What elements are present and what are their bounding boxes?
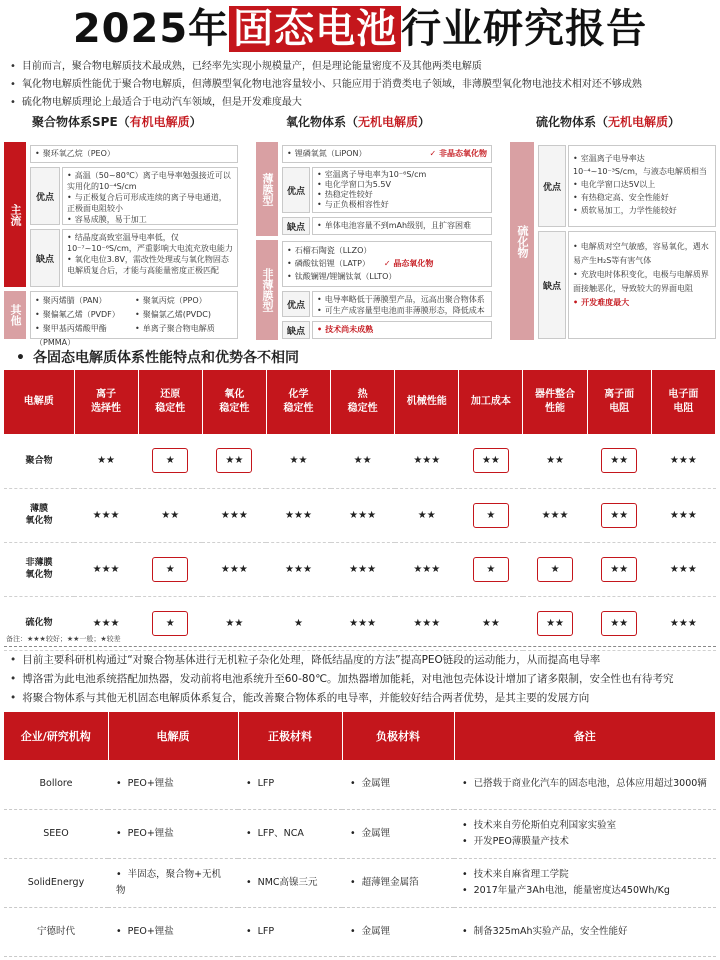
polymer-adv-label: 优点: [30, 167, 60, 225]
firm-cathode: • LFP: [246, 778, 274, 789]
star-rating: ★★★: [349, 563, 377, 575]
perf-cell: [138, 488, 202, 542]
title-highlight: 固态电池: [229, 6, 401, 52]
perf-header: 电解质: [4, 370, 74, 434]
firm-cell-cathode: [238, 907, 342, 956]
polymer-mainstream-side: 主流: [4, 142, 26, 287]
oxide-nonfilm-items: • 石榴石陶瓷（LLZO） • 磷酸钛铝锂（LATP） ✓ 晶态氧化物 • 钛酸镧锂/锂镧钛氧（LLTO）: [282, 241, 492, 287]
perf-cell: [523, 434, 587, 488]
polymer-heading: 聚合物体系SPE（有机电解质）: [32, 115, 202, 129]
oxide-nonfilm-advantages: • 电导率略低于薄膜型产品，远高出聚合物体系 • 可生产成容量型电池而非薄膜形态，降低成本: [312, 291, 492, 317]
star-rating: ★: [537, 557, 573, 582]
star-rating: ★★★: [92, 563, 120, 575]
table-row: [4, 434, 716, 488]
perf-cell: [395, 488, 459, 542]
firm-note: • 技术来自麻省理工学院: [462, 867, 708, 883]
star-rating: ★★★: [285, 563, 312, 575]
table-row: [4, 809, 716, 858]
perf-cell: [651, 434, 715, 488]
star-rating: ★★: [353, 455, 372, 467]
firm-header: 电解质: [108, 712, 238, 760]
perf-cell: [331, 596, 395, 650]
polymer-other-side: 其他: [4, 291, 26, 339]
oxide-nf-adv-label: 优点: [282, 291, 310, 317]
firm-cell-org: [4, 858, 108, 907]
lipon-item: • 锂磷氧氮（LiPON） ✓ 非晶态氧化物: [282, 145, 492, 163]
firm-org: Bollore: [39, 778, 73, 790]
firm-header: 负极材料: [342, 712, 454, 760]
star-rating: ★★★: [669, 509, 697, 521]
firm-cell-org: [4, 760, 108, 809]
sulfide-advantages: • 室温离子电导率达10⁻⁴~10⁻³S/cm，与液态电解质相当 • 电化学窗口达5V以上 • 有热稳定高、安全性能好 • 质软易加工，力学性能较好: [568, 145, 716, 227]
firm-cell-cathode: [238, 858, 342, 907]
firm-cell-electrolyte: [108, 907, 238, 956]
star-rating: ★★: [546, 455, 565, 467]
firm-note: • 技术来自劳伦斯伯克利国家实验室: [462, 818, 708, 834]
perf-header: 离子 选择性: [74, 370, 138, 434]
perf-cell: [523, 488, 587, 542]
intro-bullets: [10, 58, 715, 112]
star-rating: ★★: [97, 455, 116, 467]
perf-header: 离子面 电阻: [587, 370, 651, 434]
star-rating: ★★★: [92, 617, 120, 629]
perf-cell: [74, 488, 138, 542]
polymer-advantages: • 高温（50~80℃）离子电导率勉强接近可以实用化的10⁻⁴S/cm • 与正极复合后可形成连续的离子导电通道，正极面电阻较小 • 容易成膜，易于加工: [62, 167, 238, 225]
perf-cell: [331, 488, 395, 542]
table-row: [4, 858, 716, 907]
perf-cell: [266, 434, 330, 488]
perf-cell: [266, 488, 330, 542]
mid-bullet: • 目前主要科研机构通过“对聚合物基体进行无机粒子杂化处理，降低结晶度的方法”提高PEO链段的运动能力，从而提高电导率: [10, 651, 720, 670]
perf-cell: [651, 488, 715, 542]
star-rating: ★★: [473, 448, 509, 473]
divider: [4, 646, 716, 647]
sulfide-dis-label: 缺点: [538, 231, 566, 339]
star-rating: ★★★: [413, 563, 441, 575]
perf-cell: [395, 596, 459, 650]
perf-cell: [266, 542, 330, 596]
perf-cell: [459, 542, 523, 596]
firm-anode: • 金属锂: [350, 926, 390, 937]
sulfide-side: 硫化物: [510, 142, 534, 340]
mid-bullet: • 将聚合物体系与其他无机固态电解质体系复合，能改善聚合物体系的电导率，并能较好结合两者优势，是其主要的发展方向: [10, 689, 720, 708]
perf-cell: [587, 596, 651, 650]
mid-bullets: [10, 651, 720, 708]
oxide-dis-label: 缺点: [282, 217, 310, 235]
star-rating: ★★★: [669, 455, 697, 467]
firm-anode: • 超薄锂金属箔: [350, 877, 419, 888]
perf-header: 加工成本: [459, 370, 523, 434]
star-rating: ★★★: [669, 563, 697, 575]
title-year: 2025年: [72, 6, 230, 52]
table-row: [4, 907, 716, 956]
firm-electrolyte: • PEO+锂盐: [116, 926, 174, 937]
sulfide-disadvantages: • 电解质对空气敏感，容易氧化，遇水易产生H₂S等有害气体 • 充放电时体积变化，电极与电解质界面接触恶化，导致较大的界面电阻 • 开发难度最大: [568, 231, 716, 339]
firm-header: 企业/研究机构: [4, 712, 108, 760]
star-rating: ★★: [601, 611, 637, 636]
perf-row-label: 薄膜 氧化物: [4, 488, 74, 542]
firm-cell-cathode: [238, 809, 342, 858]
star-rating: ★: [152, 557, 188, 582]
oxide-film-disadvantages: • 单体电池容量不到mAh级别，且扩容困难: [312, 217, 492, 235]
firm-electrolyte: • 半固态，聚合物+无机物: [116, 869, 221, 896]
firm-cell-electrolyte: [108, 760, 238, 809]
star-rating: ★★★: [413, 617, 441, 629]
table-row: [4, 760, 716, 809]
firm-cell-cathode: [238, 760, 342, 809]
oxide-nonfilm-disadvantages: • 技术尚未成熟: [312, 321, 492, 339]
perf-cell: [459, 488, 523, 542]
star-rating: ★★★: [220, 509, 248, 521]
star-rating: ★★: [161, 509, 180, 521]
firm-electrolyte: • PEO+锂盐: [116, 828, 174, 839]
perf-cell: [202, 488, 266, 542]
perf-cell: [331, 542, 395, 596]
perf-cell: [459, 434, 523, 488]
peo-item: • 聚环氧乙烷（PEO）: [30, 145, 238, 163]
perf-cell: [587, 434, 651, 488]
perf-cell: [331, 434, 395, 488]
firm-cell-anode: [342, 858, 454, 907]
firm-cathode: • NMC高镍三元: [246, 877, 318, 888]
perf-header: 氧化 稳定性: [202, 370, 266, 434]
perf-cell: [74, 434, 138, 488]
perf-cell: [523, 542, 587, 596]
intro-bullet: • 目前而言，聚合物电解质技术最成熟，已经率先实现小规模量产，但是理论能量密度不及其他两类电解质: [10, 58, 715, 76]
intro-bullet: • 硫化物电解质理论上最适合于电动汽车领域，但是开发难度最大: [10, 94, 715, 112]
perf-header: 电子面 电阻: [651, 370, 715, 434]
star-rating: ★★: [216, 448, 252, 473]
star-rating: ★★★: [220, 563, 248, 575]
perf-cell: [138, 596, 202, 650]
perf-cell: [202, 542, 266, 596]
perf-cell: [74, 542, 138, 596]
firm-cell-notes: [454, 907, 716, 956]
firm-org: SolidEnergy: [27, 876, 85, 888]
star-rating: ★★: [481, 617, 500, 629]
firms-table: [4, 712, 716, 957]
perf-cell: [523, 596, 587, 650]
perf-header: 还原 稳定性: [138, 370, 202, 434]
firm-header: 正极材料: [238, 712, 342, 760]
star-rating: ★★★: [349, 509, 377, 521]
perf-cell: [651, 542, 715, 596]
perf-cell: [651, 596, 715, 650]
star-rating: ★★★: [92, 509, 120, 521]
perf-note: 备注：★★★较好；★★一般；★较差: [6, 635, 121, 643]
star-rating: ★★★: [669, 617, 697, 629]
star-rating: ★★: [601, 557, 637, 582]
firm-cathode: • LFP、NCA: [246, 828, 304, 839]
firm-note: • 开发PEO薄膜量产技术: [462, 834, 708, 850]
firm-cell-electrolyte: [108, 809, 238, 858]
title-rest: 行业研究报告: [401, 6, 648, 52]
oxide-nf-dis-label: 缺点: [282, 321, 310, 339]
firm-cell-notes: [454, 809, 716, 858]
firm-header: 备注: [454, 712, 716, 760]
oxide-adv-label: 优点: [282, 167, 310, 213]
perf-header: 化学 稳定性: [266, 370, 330, 434]
perf-cell: [459, 596, 523, 650]
perf-row-label: 非薄膜 氧化物: [4, 542, 74, 596]
firm-cell-notes: [454, 858, 716, 907]
star-rating: ★: [473, 557, 509, 582]
firm-org: 宁德时代: [36, 925, 75, 937]
firm-note: • 制备325mAh实验产品，安全性能好: [462, 924, 708, 940]
perf-cell: [138, 542, 202, 596]
oxide-nonfilm-side: 非薄膜型: [256, 240, 278, 340]
perf-cell: [587, 488, 651, 542]
firm-cell-org: [4, 907, 108, 956]
firm-cell-org: [4, 809, 108, 858]
star-rating: ★★: [601, 503, 637, 528]
intro-bullet: • 氧化物电解质性能优于聚合物电解质，但薄膜型氧化物电池容量较小、只能应用于消费类电子领域，非薄膜型氧化物电池技术相对还不够成熟: [10, 76, 715, 94]
star-rating: ★★★: [541, 509, 569, 521]
perf-row-label: 聚合物: [4, 434, 74, 488]
polymer-dis-label: 缺点: [30, 229, 60, 287]
sulfide-adv-label: 优点: [538, 145, 566, 227]
firm-anode: • 金属锂: [350, 828, 390, 839]
firm-cell-anode: [342, 809, 454, 858]
oxide-film-side: 薄膜型: [256, 142, 278, 236]
performance-table: [4, 370, 716, 651]
oxide-film-advantages: • 室温离子导电率为10⁻⁶S/cm • 电化学窗口为5.5V • 热稳定性较好 • 与正负极相容性好: [312, 167, 492, 213]
oxide-heading: 氧化物体系（无机电解质）: [286, 115, 431, 129]
perf-cell: [202, 434, 266, 488]
firm-cell-anode: [342, 760, 454, 809]
firm-cell-anode: [342, 907, 454, 956]
page-title: [0, 4, 720, 54]
perf-cell: [395, 434, 459, 488]
perf-cell: [138, 434, 202, 488]
perf-row-label: 硫化物: [4, 596, 74, 650]
perf-cell: [587, 542, 651, 596]
star-rating: ★★: [417, 509, 436, 521]
star-rating: ★★: [537, 611, 573, 636]
table-row: [4, 542, 716, 596]
firm-anode: • 金属锂: [350, 778, 390, 789]
star-rating: ★★: [289, 455, 308, 467]
star-rating: ★: [152, 448, 188, 473]
perf-cell: [266, 596, 330, 650]
firm-note: • 2017年量产3Ah电池，能量密度达450Wh/Kg: [462, 883, 708, 899]
star-rating: ★: [473, 503, 509, 528]
polymer-others: • 聚丙烯腈（PAN） • 聚氧丙烷（PPO） • 聚偏氟乙烯（PVDF） • 聚偏氯乙烯(PVDC) • 聚甲基丙烯酸甲酯（PMMA） • 单离子聚合物电解质: [30, 291, 238, 339]
mid-bullet: • 博洛雷为此电池系统搭配加热器，发动前将电池系统升至60-80℃。加热器增加能耗，对电池包壳体设计增加了诸多限制，安全性也有待考究: [10, 670, 720, 689]
star-rating: ★★: [225, 617, 244, 629]
firm-org: SEEO: [43, 827, 69, 839]
perf-cell: [202, 596, 266, 650]
star-rating: ★★★: [413, 455, 441, 467]
star-rating: ★: [294, 617, 303, 629]
firm-cell-electrolyte: [108, 858, 238, 907]
firm-electrolyte: • PEO+锂盐: [116, 778, 174, 789]
firm-note: • 已搭载于商业化汽车的固态电池，总体应用超过3000辆: [462, 776, 708, 792]
polymer-disadvantages: • 结晶度高致室温导电率低，仅10⁻⁷~10⁻⁶S/cm，严重影响大电流充放电能力 • 氧化电位3.8V，需改性处理或与氧化物固态电解质复合后，才能与高能量密度正极匹配: [62, 229, 238, 287]
perf-header: 热 稳定性: [331, 370, 395, 434]
perf-cell: [395, 542, 459, 596]
star-rating: ★★★: [285, 509, 312, 521]
perf-section-title: • 各固态电解质体系性能特点和优势各不相同: [16, 347, 299, 367]
table-row: [4, 488, 716, 542]
perf-header: 机械性能: [395, 370, 459, 434]
sulfide-heading: 硫化物体系（无机电解质）: [536, 115, 681, 129]
firm-cathode: • LFP: [246, 926, 274, 937]
perf-header: 器件整合 性能: [523, 370, 587, 434]
star-rating: ★★: [601, 448, 637, 473]
star-rating: ★: [152, 611, 188, 636]
firm-cell-notes: [454, 760, 716, 809]
star-rating: ★★★: [349, 617, 377, 629]
